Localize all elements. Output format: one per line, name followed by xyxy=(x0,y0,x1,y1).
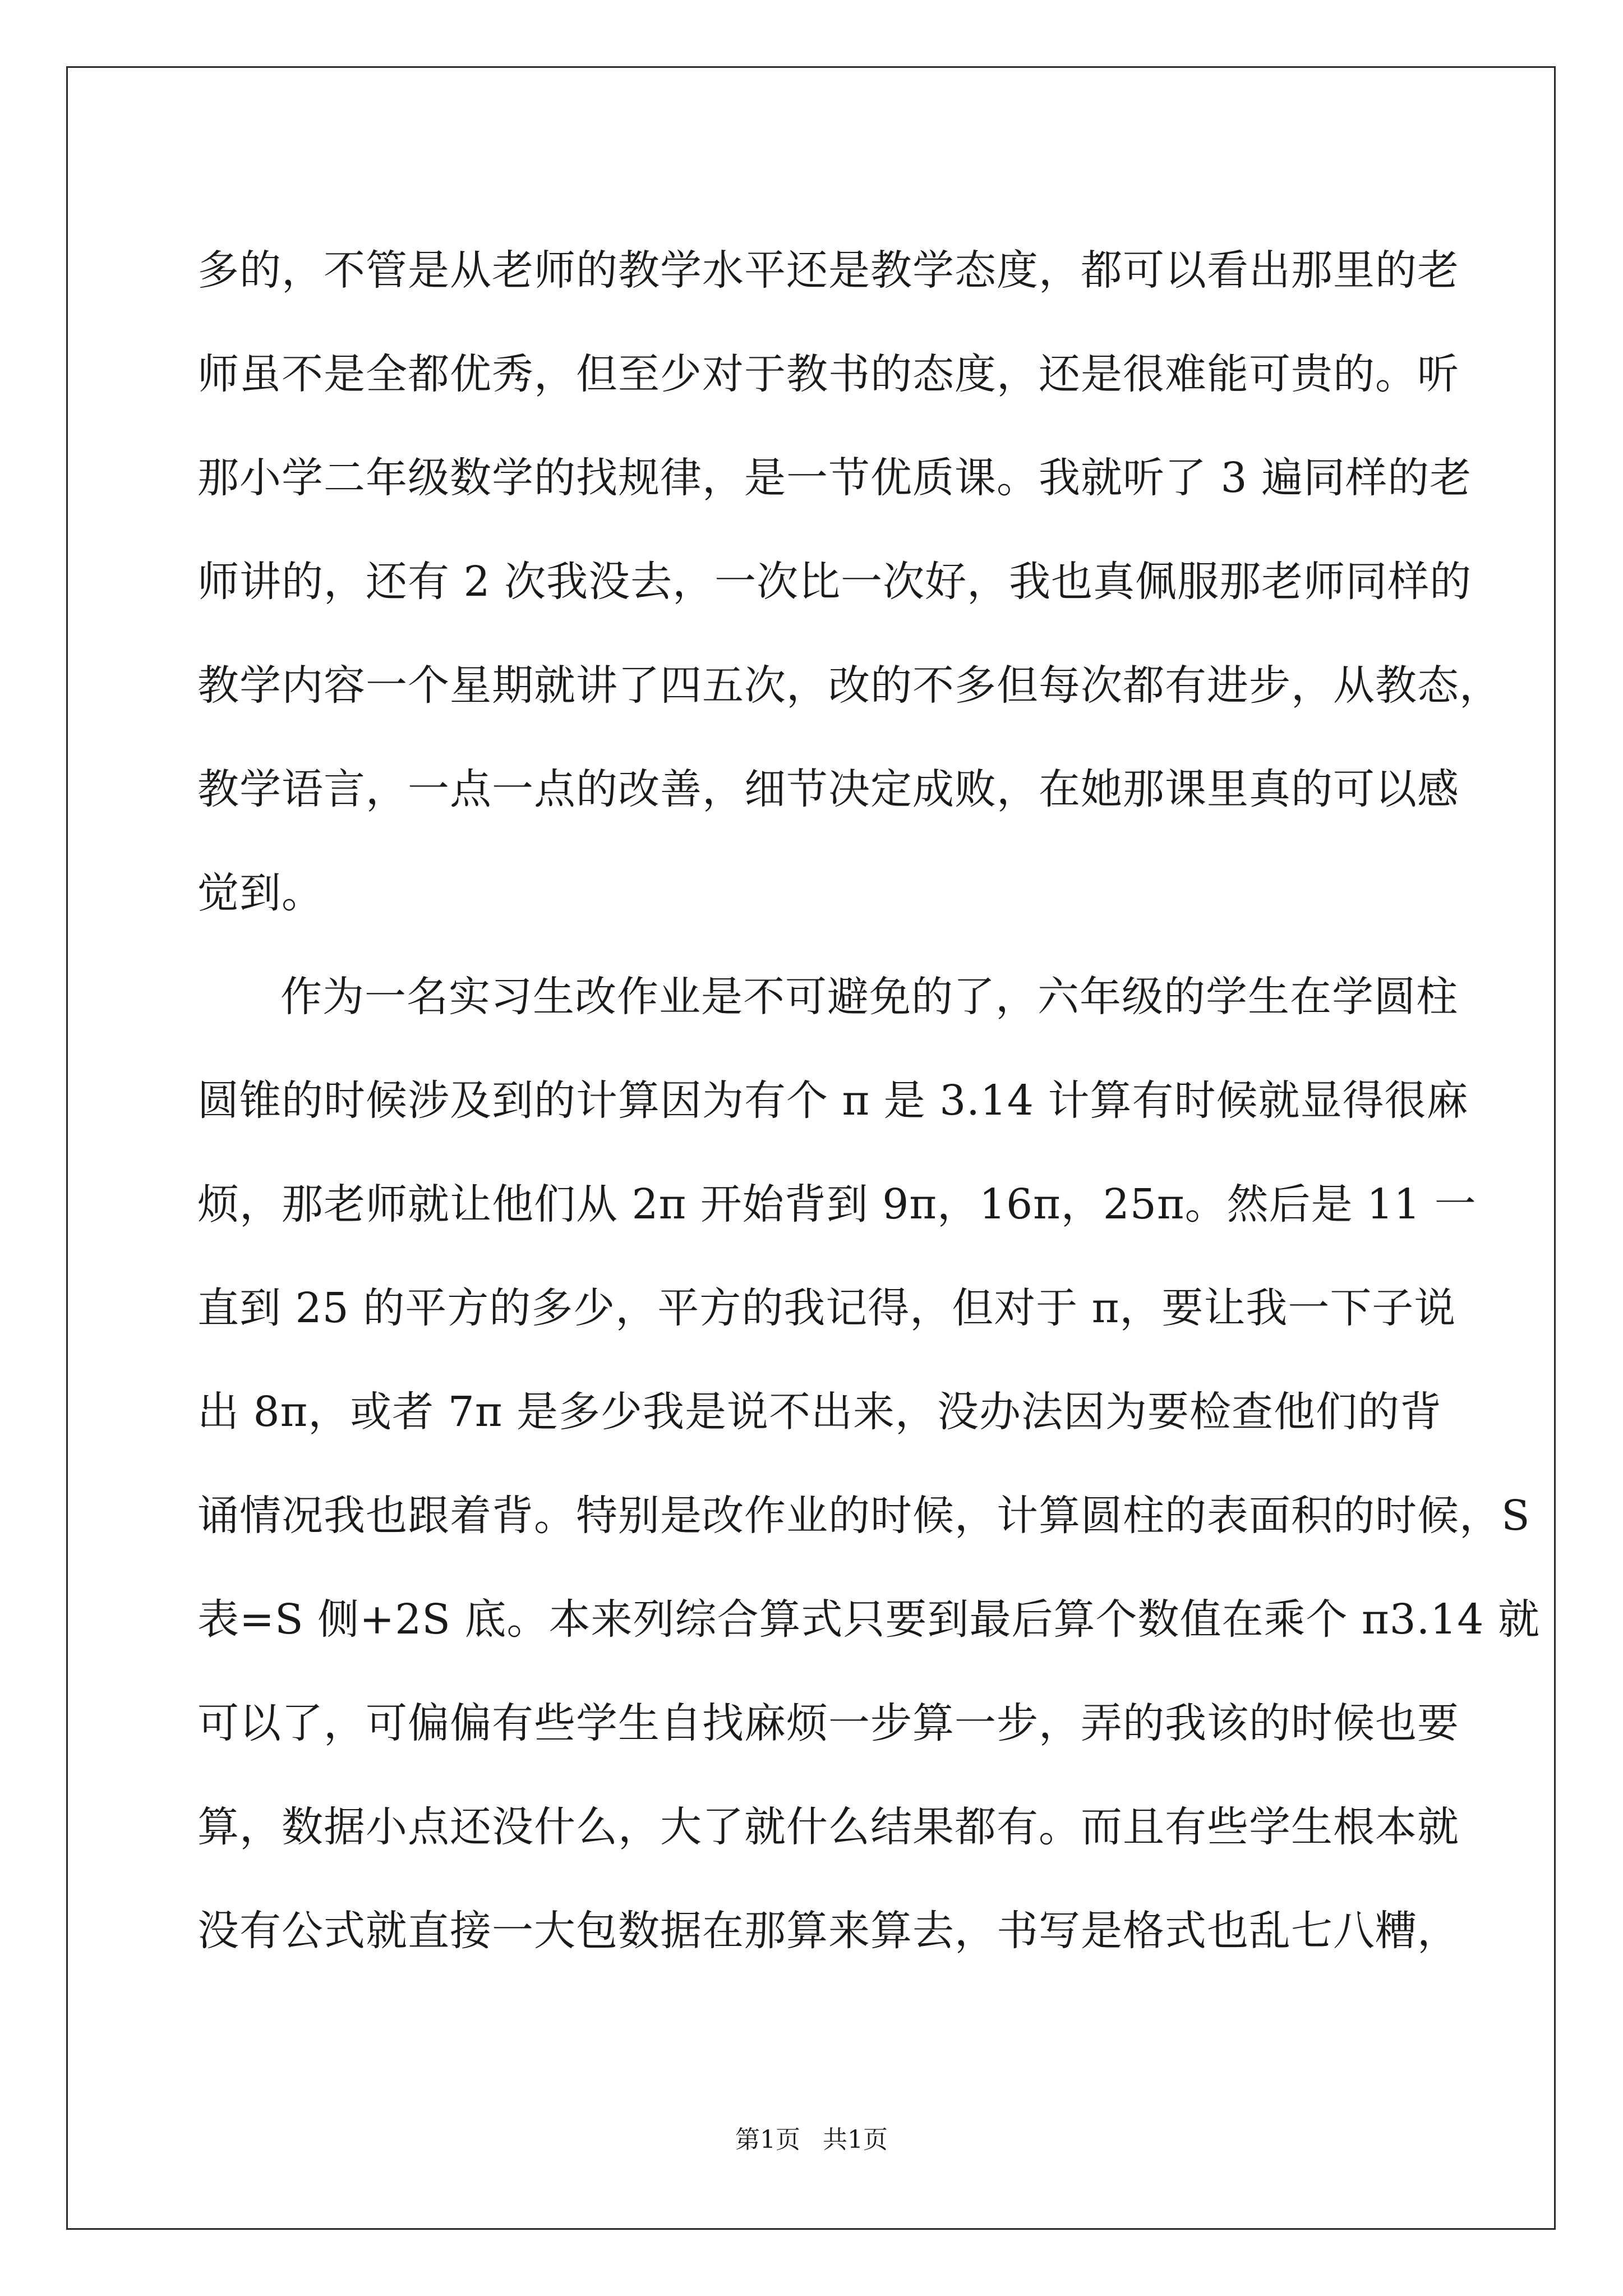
text-line: 表=S 侧+2S 底。本来列综合算式只要到最后算个数值在乘个 π3.14 就 xyxy=(197,1595,1540,1644)
text-line: 可以了，可偏偏有些学生自找麻烦一步算一步，弄的我该的时候也要 xyxy=(197,1699,1459,1747)
text-line: 教学内容一个星期就讲了四五次，改的不多但每次都有进步，从教态， xyxy=(197,661,1501,710)
text-line: 师虽不是全都优秀，但至少对于教书的态度，还是很难能可贵的。听 xyxy=(197,350,1459,398)
document-body xyxy=(197,219,1540,1983)
text-line: 觉到。 xyxy=(197,869,324,917)
text-line: 直到 25 的平方的多少，平方的我记得，但对于 π，要让我一下子说 xyxy=(197,1284,1456,1332)
text-line: 诵情况我也跟着背。特别是改作业的时候，计算圆柱的表面积的时候，S xyxy=(197,1492,1530,1540)
text-line: 圆锥的时候涉及到的计算因为有个 π 是 3.14 计算有时候就显得很麻 xyxy=(197,1076,1469,1125)
page-number: 第1页 xyxy=(735,2125,800,2154)
text-line: 那小学二年级数学的找规律，是一节优质课。我就听了 3 遍同样的老 xyxy=(197,454,1472,502)
text-line: 作为一名实习生改作业是不可避免的了，六年级的学生在学圆柱 xyxy=(280,973,1458,1021)
text-line: 多的，不管是从老师的教学水平还是教学态度，都可以看出那里的老 xyxy=(197,246,1459,295)
text-line: 算，数据小点还没什么，大了就什么结果都有。而且有些学生根本就 xyxy=(197,1803,1459,1851)
page-count: 共1页 xyxy=(823,2125,888,2154)
text-line: 教学语言，一点一点的改善，细节决定成败，在她那课里真的可以感 xyxy=(197,765,1459,813)
text-line: 烦，那老师就让他们从 2π 开始背到 9π，16π，25π。然后是 11 一 xyxy=(197,1180,1477,1228)
text-line: 师讲的，还有 2 次我没去，一次比一次好，我也真佩服那老师同样的 xyxy=(197,558,1472,606)
text-line: 出 8π，或者 7π 是多少我是说不出来，没办法因为要检查他们的背 xyxy=(197,1388,1442,1436)
page-footer xyxy=(0,2123,1623,2157)
text-line: 没有公式就直接一大包数据在那算来算去，书写是格式也乱七八糟， xyxy=(197,1907,1459,1955)
